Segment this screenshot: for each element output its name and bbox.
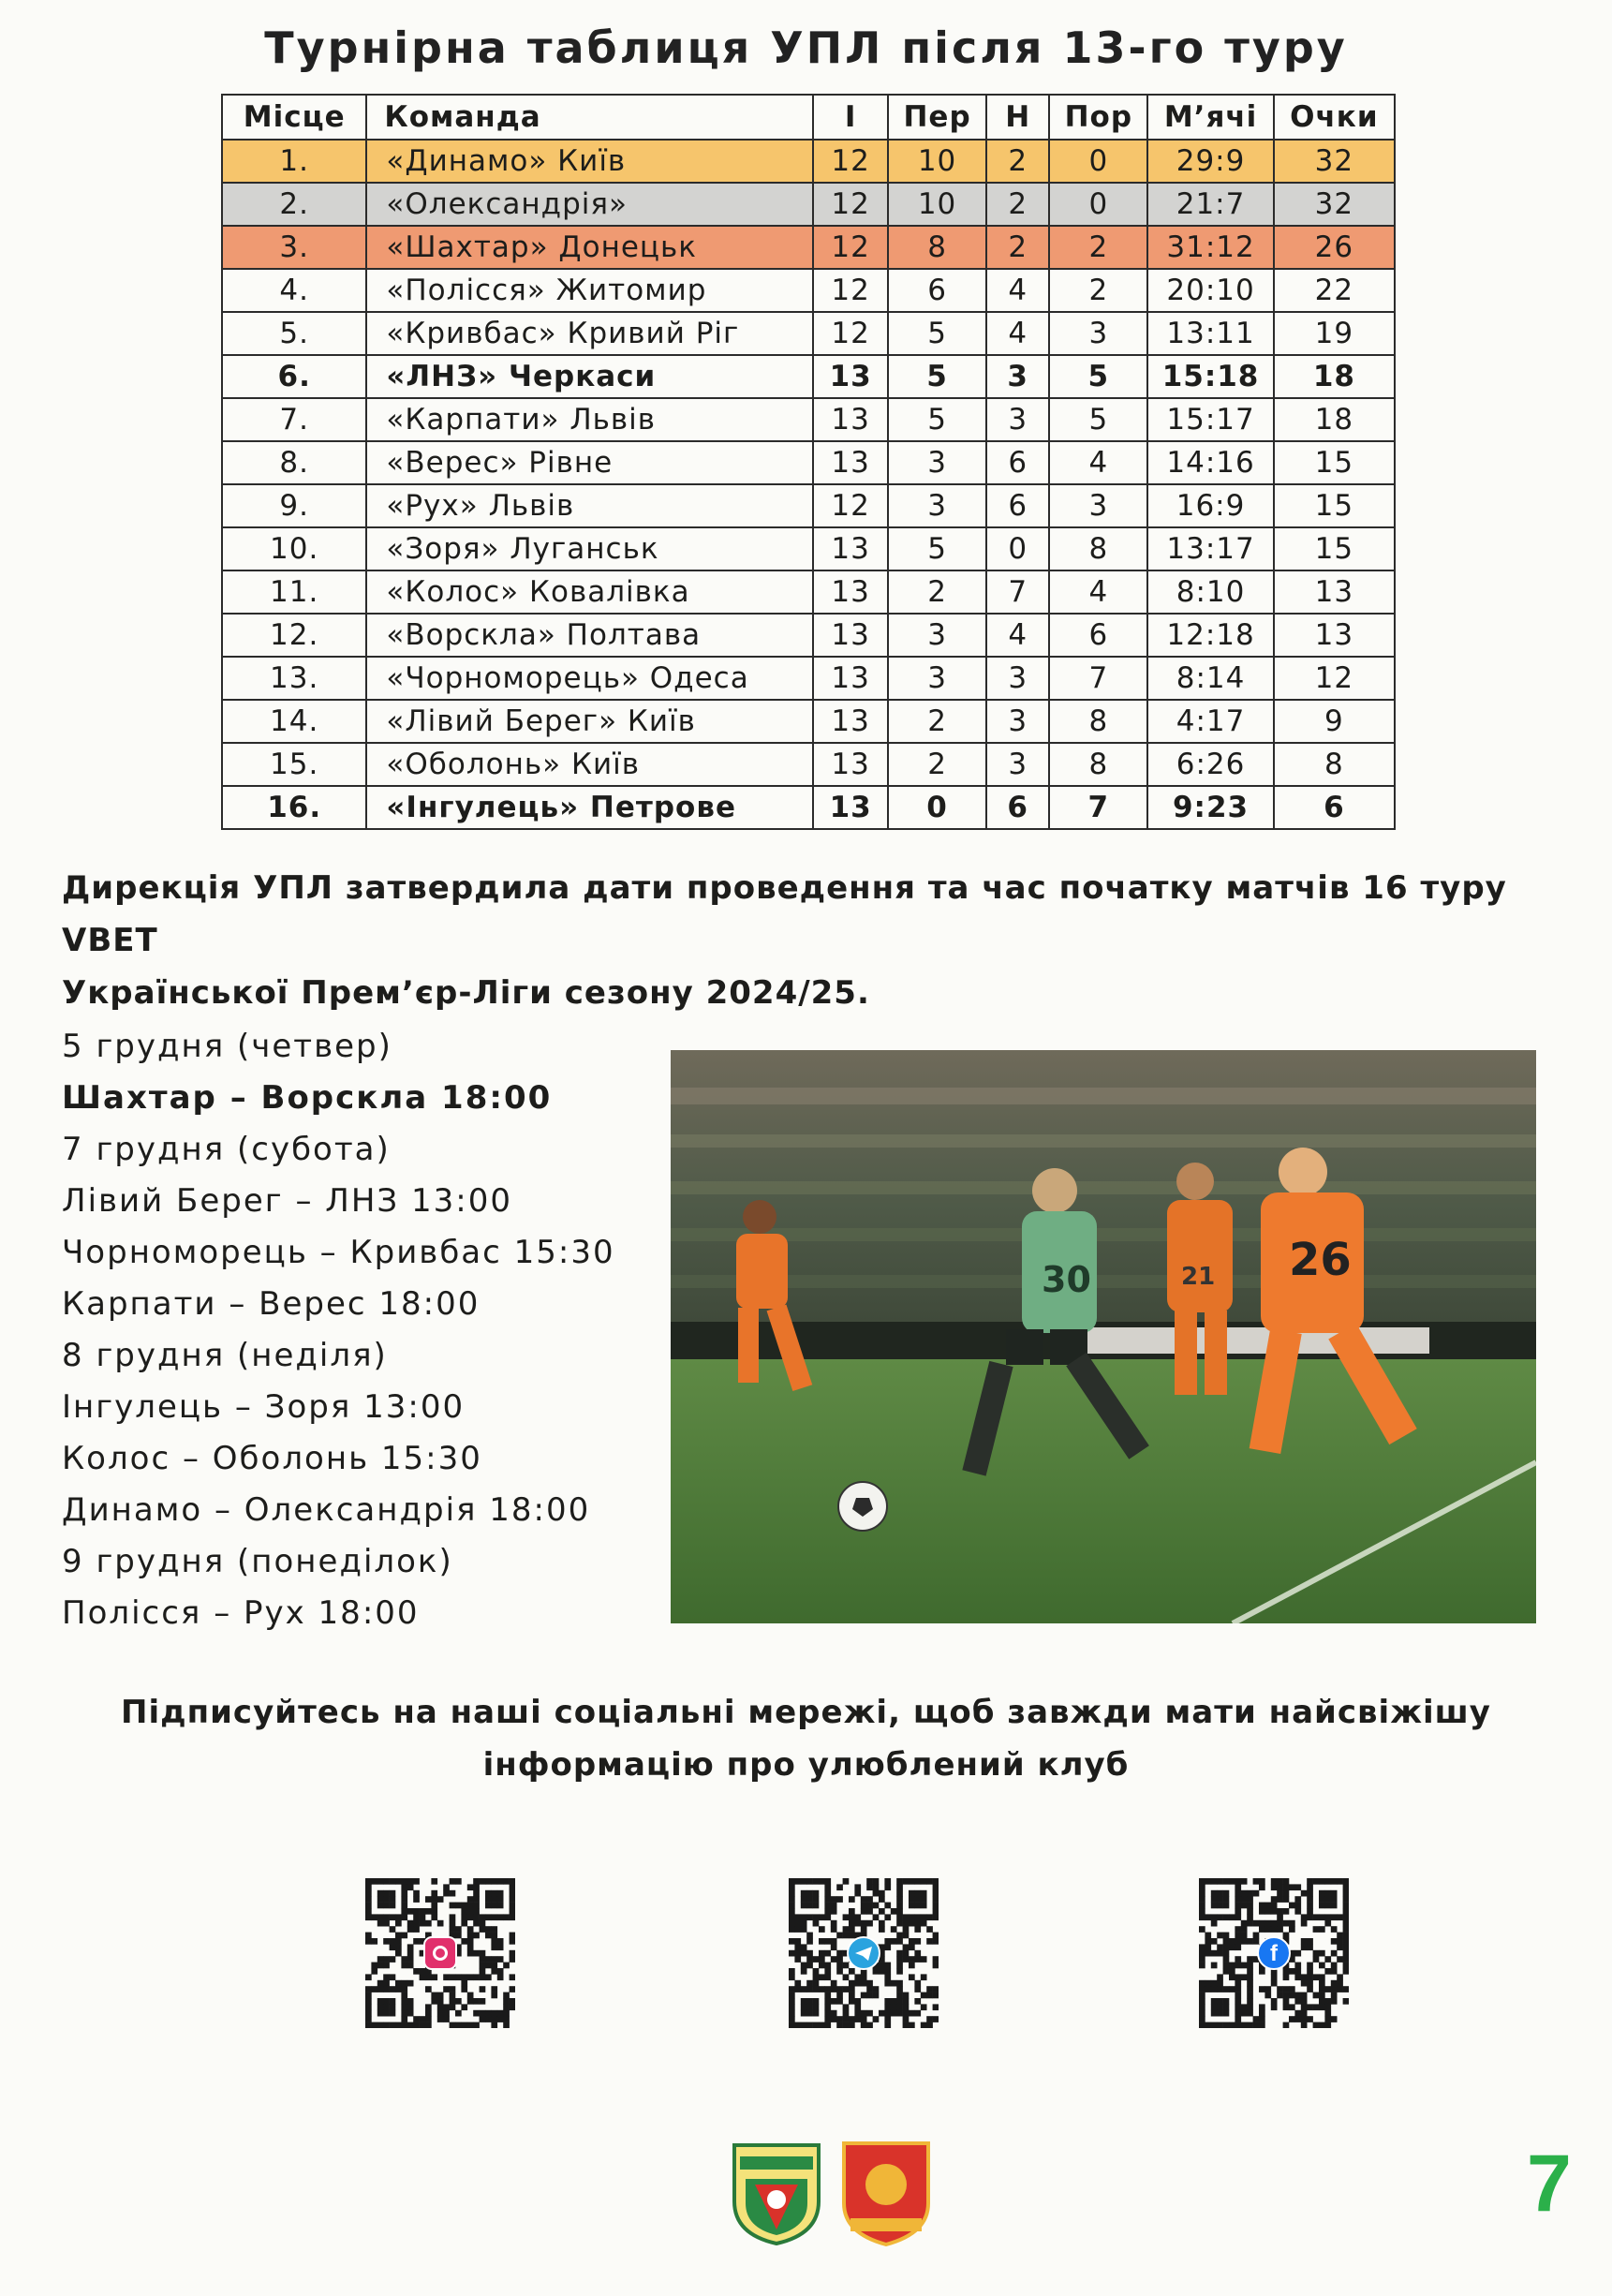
cell-wins: 6 <box>888 269 986 312</box>
orange-jersey-number-2: 21 <box>1181 1263 1216 1291</box>
orange-jersey-number: 26 <box>1289 1234 1352 1286</box>
cell-played: 13 <box>813 355 888 398</box>
cell-draws: 3 <box>986 355 1049 398</box>
cell-played: 13 <box>813 700 888 743</box>
cell-draws: 4 <box>986 269 1049 312</box>
cell-goals: 15:18 <box>1147 355 1273 398</box>
fixture-match: Лівий Берег – ЛНЗ 13:00 <box>62 1182 512 1220</box>
cell-losses: 6 <box>1049 614 1147 657</box>
cell-wins: 0 <box>888 786 986 829</box>
vorskla-logo <box>734 2145 819 2244</box>
header-draws: Н <box>986 95 1049 140</box>
cell-points: 15 <box>1274 441 1395 484</box>
cell-team: «Олександрія» <box>366 183 813 226</box>
cell-place: 2. <box>222 183 366 226</box>
cell-draws: 2 <box>986 226 1049 269</box>
cell-played: 13 <box>813 743 888 786</box>
cell-wins: 10 <box>888 140 986 183</box>
cell-goals: 16:9 <box>1147 484 1273 527</box>
cell-wins: 2 <box>888 700 986 743</box>
cell-played: 12 <box>813 484 888 527</box>
cell-draws: 4 <box>986 614 1049 657</box>
fixture-match: Чорноморець – Кривбас 15:30 <box>62 1234 615 1271</box>
table-row <box>222 614 1395 657</box>
cell-draws: 0 <box>986 527 1049 570</box>
cell-goals: 14:16 <box>1147 441 1273 484</box>
fixtures-list <box>62 1021 643 1639</box>
cell-place: 12. <box>222 614 366 657</box>
cell-losses: 3 <box>1049 312 1147 355</box>
cell-played: 12 <box>813 140 888 183</box>
cell-goals: 8:14 <box>1147 657 1273 700</box>
cell-team: «Рух» Львів <box>366 484 813 527</box>
cell-draws: 7 <box>986 570 1049 614</box>
table-row <box>222 570 1395 614</box>
table-body <box>222 140 1395 829</box>
cell-wins: 3 <box>888 441 986 484</box>
standings-table <box>221 94 1396 830</box>
table-row <box>222 441 1395 484</box>
telegram-icon <box>847 1936 880 1970</box>
cell-played: 13 <box>813 527 888 570</box>
notice-line-1: Дирекція УПЛ затвердила дати проведення та час початку матчів 16 туру VBET <box>62 869 1507 959</box>
table-row <box>222 312 1395 355</box>
cell-goals: 29:9 <box>1147 140 1273 183</box>
cell-wins: 5 <box>888 312 986 355</box>
fixture-match: Карпати – Верес 18:00 <box>62 1285 481 1323</box>
fixture-date: 9 грудня (понеділок) <box>62 1543 453 1580</box>
cell-team: «Карпати» Львів <box>366 398 813 441</box>
cell-played: 13 <box>813 657 888 700</box>
table-header-row <box>222 95 1395 140</box>
cell-losses: 3 <box>1049 484 1147 527</box>
cell-team: «Інгулець» Петрове <box>366 786 813 829</box>
cell-points: 32 <box>1274 140 1395 183</box>
cell-team: «Полісся» Житомир <box>366 269 813 312</box>
schedule-notice <box>62 862 1579 1019</box>
cell-wins: 3 <box>888 614 986 657</box>
cell-points: 15 <box>1274 527 1395 570</box>
green-jersey-number: 30 <box>1042 1259 1091 1300</box>
cell-played: 12 <box>813 183 888 226</box>
subscribe-line-2: інформацію про улюблений клуб <box>482 1746 1130 1784</box>
cell-team: «Колос» Ковалівка <box>366 570 813 614</box>
table-row <box>222 743 1395 786</box>
cell-wins: 3 <box>888 657 986 700</box>
cell-place: 16. <box>222 786 366 829</box>
cell-played: 13 <box>813 786 888 829</box>
cell-team: «Оболонь» Київ <box>366 743 813 786</box>
cell-goals: 6:26 <box>1147 743 1273 786</box>
cell-points: 8 <box>1274 743 1395 786</box>
qr-code-facebook[interactable] <box>1199 1878 1349 2028</box>
cell-draws: 2 <box>986 140 1049 183</box>
cell-losses: 2 <box>1049 226 1147 269</box>
cell-goals: 20:10 <box>1147 269 1273 312</box>
cell-played: 13 <box>813 398 888 441</box>
cell-wins: 5 <box>888 398 986 441</box>
page-number: 7 <box>1527 2139 1572 2229</box>
cell-wins: 3 <box>888 484 986 527</box>
cell-played: 12 <box>813 226 888 269</box>
cell-place: 10. <box>222 527 366 570</box>
cell-wins: 5 <box>888 355 986 398</box>
header-goals: М’ячі <box>1147 95 1273 140</box>
fixture-match: Динамо – Олександрія 18:00 <box>62 1491 591 1529</box>
table-row <box>222 226 1395 269</box>
cell-played: 13 <box>813 570 888 614</box>
cell-goals: 13:11 <box>1147 312 1273 355</box>
cell-draws: 3 <box>986 657 1049 700</box>
cell-points: 12 <box>1274 657 1395 700</box>
cell-place: 11. <box>222 570 366 614</box>
cell-points: 13 <box>1274 614 1395 657</box>
cell-draws: 3 <box>986 743 1049 786</box>
cell-goals: 21:7 <box>1147 183 1273 226</box>
cell-place: 5. <box>222 312 366 355</box>
cell-goals: 4:17 <box>1147 700 1273 743</box>
fixture-match: Колос – Оболонь 15:30 <box>62 1440 482 1477</box>
cell-losses: 7 <box>1049 786 1147 829</box>
header-points: Очки <box>1274 95 1395 140</box>
fixture-date: 7 грудня (субота) <box>62 1131 391 1168</box>
cell-place: 14. <box>222 700 366 743</box>
table-row <box>222 700 1395 743</box>
cell-goals: 15:17 <box>1147 398 1273 441</box>
cell-losses: 0 <box>1049 140 1147 183</box>
header-place: Місце <box>222 95 366 140</box>
fixture-match-highlight: Шахтар – Ворскла 18:00 <box>62 1079 553 1117</box>
cell-goals: 12:18 <box>1147 614 1273 657</box>
cell-points: 18 <box>1274 355 1395 398</box>
cell-losses: 7 <box>1049 657 1147 700</box>
cell-goals: 8:10 <box>1147 570 1273 614</box>
cell-losses: 5 <box>1049 398 1147 441</box>
table-row <box>222 183 1395 226</box>
cell-goals: 13:17 <box>1147 527 1273 570</box>
cell-team: «Зоря» Луганськ <box>366 527 813 570</box>
qr-code-instagram[interactable] <box>365 1878 515 2028</box>
cell-losses: 4 <box>1049 441 1147 484</box>
cell-points: 6 <box>1274 786 1395 829</box>
cell-points: 19 <box>1274 312 1395 355</box>
cell-team: «Чорноморець» Одеса <box>366 657 813 700</box>
cell-points: 9 <box>1274 700 1395 743</box>
cell-wins: 2 <box>888 743 986 786</box>
cell-draws: 6 <box>986 484 1049 527</box>
cell-place: 7. <box>222 398 366 441</box>
cell-played: 13 <box>813 441 888 484</box>
facebook-icon: f <box>1257 1936 1291 1970</box>
club-logos <box>727 2136 942 2248</box>
cell-points: 15 <box>1274 484 1395 527</box>
cell-points: 18 <box>1274 398 1395 441</box>
cell-team: «Динамо» Київ <box>366 140 813 183</box>
fixture-match: Полісся – Рух 18:00 <box>62 1594 420 1632</box>
cell-draws: 2 <box>986 183 1049 226</box>
table-row <box>222 355 1395 398</box>
cell-losses: 8 <box>1049 527 1147 570</box>
cell-draws: 3 <box>986 700 1049 743</box>
table-row <box>222 140 1395 183</box>
cell-place: 3. <box>222 226 366 269</box>
cell-team: «Кривбас» Кривий Ріг <box>366 312 813 355</box>
cell-place: 8. <box>222 441 366 484</box>
fixture-match: Інгулець – Зоря 13:00 <box>62 1388 466 1426</box>
table-row <box>222 527 1395 570</box>
cell-points: 22 <box>1274 269 1395 312</box>
table-row <box>222 786 1395 829</box>
cell-draws: 6 <box>986 441 1049 484</box>
cell-place: 9. <box>222 484 366 527</box>
cell-team: «Лівий Берег» Київ <box>366 700 813 743</box>
cell-wins: 10 <box>888 183 986 226</box>
fixture-date: 5 грудня (четвер) <box>62 1028 392 1065</box>
header-played: І <box>813 95 888 140</box>
ingulets-logo <box>844 2143 928 2244</box>
table-row <box>222 269 1395 312</box>
cell-points: 32 <box>1274 183 1395 226</box>
cell-played: 13 <box>813 614 888 657</box>
cell-draws: 4 <box>986 312 1049 355</box>
match-photo <box>671 1050 1536 1623</box>
cell-team: «ЛНЗ» Черкаси <box>366 355 813 398</box>
cell-place: 6. <box>222 355 366 398</box>
page-title: Турнірна таблиця УПЛ після 13-го туру <box>264 22 1348 73</box>
cell-played: 12 <box>813 269 888 312</box>
cell-losses: 4 <box>1049 570 1147 614</box>
cell-goals: 9:23 <box>1147 786 1273 829</box>
cell-losses: 5 <box>1049 355 1147 398</box>
header-team: Команда <box>366 95 813 140</box>
cell-draws: 6 <box>986 786 1049 829</box>
cell-losses: 8 <box>1049 700 1147 743</box>
fixture-date: 8 грудня (неділя) <box>62 1337 388 1374</box>
subscribe-text <box>0 1686 1612 1791</box>
cell-wins: 5 <box>888 527 986 570</box>
cell-played: 12 <box>813 312 888 355</box>
cell-place: 15. <box>222 743 366 786</box>
notice-line-2: Української Прем’єр-Ліги сезону 2024/25. <box>62 974 870 1012</box>
cell-place: 13. <box>222 657 366 700</box>
cell-team: «Верес» Рівне <box>366 441 813 484</box>
cell-team: «Шахтар» Донецьк <box>366 226 813 269</box>
cell-place: 4. <box>222 269 366 312</box>
cell-losses: 8 <box>1049 743 1147 786</box>
cell-points: 26 <box>1274 226 1395 269</box>
cell-place: 1. <box>222 140 366 183</box>
cell-team: «Ворскла» Полтава <box>366 614 813 657</box>
cell-wins: 8 <box>888 226 986 269</box>
cell-points: 13 <box>1274 570 1395 614</box>
cell-draws: 3 <box>986 398 1049 441</box>
table-row <box>222 398 1395 441</box>
instagram-icon <box>423 1936 457 1970</box>
cell-losses: 2 <box>1049 269 1147 312</box>
cell-goals: 31:12 <box>1147 226 1273 269</box>
cell-wins: 2 <box>888 570 986 614</box>
header-losses: Пор <box>1049 95 1147 140</box>
table-row <box>222 484 1395 527</box>
qr-code-telegram[interactable] <box>789 1878 939 2028</box>
cell-losses: 0 <box>1049 183 1147 226</box>
table-row <box>222 657 1395 700</box>
header-wins: Пер <box>888 95 986 140</box>
subscribe-line-1: Підписуйтесь на наші соціальні мережі, щоб завжди мати найсвіжішу <box>121 1694 1491 1731</box>
